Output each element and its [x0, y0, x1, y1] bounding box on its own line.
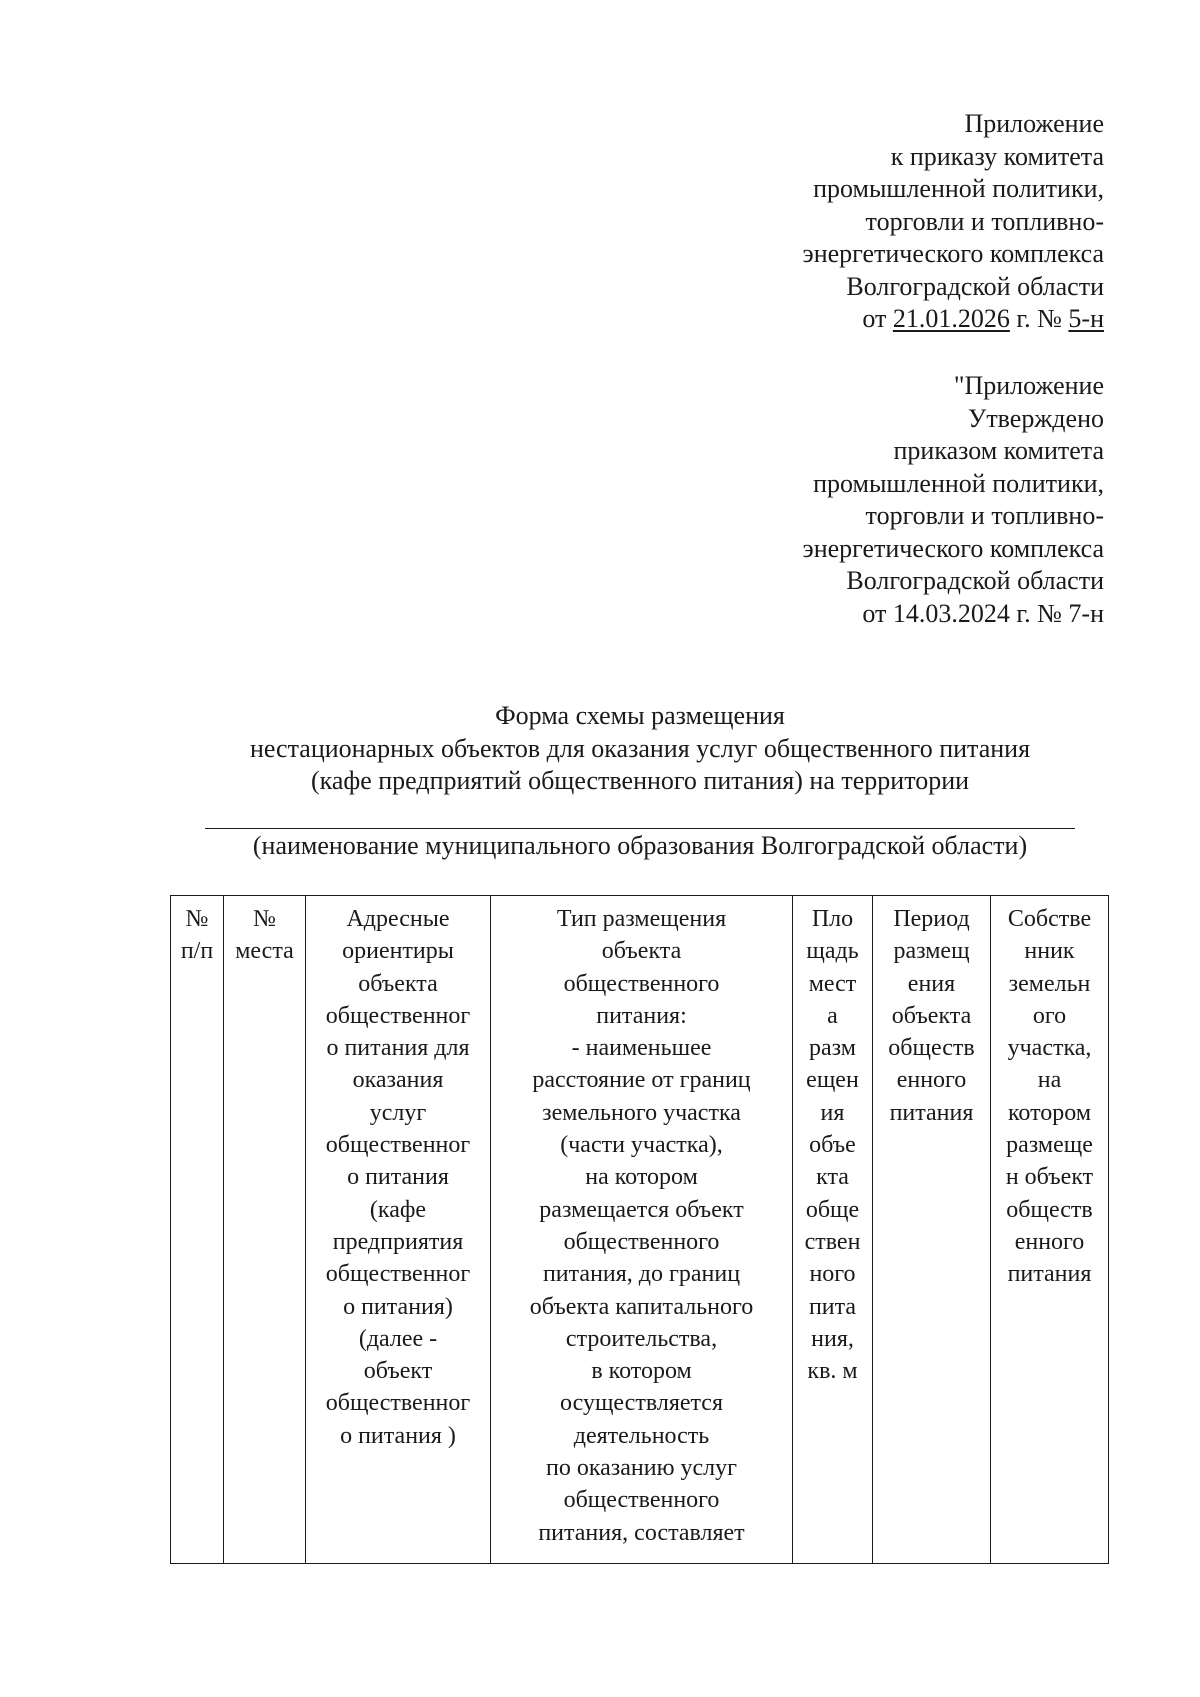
header-text-line: ения	[907, 970, 956, 997]
column-header-placement-type	[491, 896, 793, 1564]
column-header-owner	[991, 896, 1109, 1564]
header-text-line: места	[235, 938, 294, 965]
header-text-line: ствен	[804, 1228, 861, 1255]
appendix-line: "Приложение	[953, 371, 1104, 400]
header-text-line: Собстве	[1007, 906, 1092, 932]
appendix-line: Приложение	[964, 109, 1104, 138]
header-text-line: нник	[1024, 938, 1075, 965]
table-header-row	[171, 896, 1109, 1564]
header-text-line: обществ	[1006, 1196, 1093, 1223]
header-text-line: кв. м	[807, 1358, 858, 1385]
header-text-line: питания	[1007, 1261, 1092, 1288]
column-header-place-number	[224, 896, 306, 1564]
header-text-line: Тип размещения	[556, 906, 727, 932]
header-text-line: Пло	[811, 906, 854, 932]
header-text-line: разм	[809, 1035, 856, 1062]
header-text-line: а	[827, 1002, 838, 1029]
header-text-line: объекта	[891, 1002, 972, 1029]
column-header-period	[873, 896, 991, 1564]
header-text-line: котором	[1007, 1099, 1092, 1126]
header-text-line: обще	[805, 1196, 860, 1223]
number-prefix: г. №	[1009, 304, 1069, 333]
appendix-line: Волгоградской области	[846, 271, 1104, 301]
header-text-line: енного	[1014, 1228, 1085, 1255]
header-text-line: о питания для	[326, 1035, 470, 1062]
header-text-line: земельного участка	[542, 1099, 741, 1126]
header-text-line: оказания	[352, 1067, 444, 1094]
municipality-blank-line	[205, 828, 1075, 829]
header-text-line: размеще	[1006, 1132, 1093, 1159]
header-text-line: общественног	[325, 1132, 471, 1159]
header-text-line: о питания )	[340, 1422, 456, 1449]
header-text-line: объекта	[601, 938, 682, 965]
header-text-line: №	[253, 906, 276, 932]
title-line: нестационарных объектов для оказания услуг общественного питания	[249, 733, 1031, 763]
header-text-line: о питания	[347, 1164, 449, 1191]
appendix-line: торговли и топливно-	[865, 501, 1104, 530]
header-text-line: размещ	[893, 938, 970, 965]
header-text-line: осуществляется	[560, 1390, 723, 1417]
appendix-line: Утверждено	[967, 403, 1104, 433]
header-text-line: Период	[893, 906, 970, 932]
header-text-line: питания, составляет	[538, 1519, 745, 1546]
header-text-line: объекта	[358, 970, 438, 997]
header-text-line: щадь	[806, 938, 859, 965]
municipality-caption: (наименование муниципального образования Волгоградской области)	[252, 831, 1028, 860]
appendix-line: энергетического комплекса	[802, 239, 1104, 268]
header-text-line: по оказанию услуг	[545, 1455, 737, 1482]
appendix-line: Волгоградской области	[846, 566, 1104, 595]
header-text-line: общественного	[563, 1487, 720, 1514]
appendix-line: к приказу комитета	[890, 141, 1104, 171]
header-text-line: объе	[809, 1132, 856, 1159]
header-text-line: услуг	[369, 1099, 427, 1126]
appendix-header-current	[803, 108, 1104, 336]
header-text-line: участка,	[1007, 1035, 1092, 1062]
header-text-line: питания	[889, 1099, 974, 1126]
header-text-line: общественног	[325, 1261, 471, 1288]
header-text-line: предприятия	[332, 1228, 464, 1255]
header-text-line: о питания)	[343, 1293, 453, 1320]
order-date: 21.01.2026	[892, 304, 1010, 333]
appendix-line: торговли и топливно-	[865, 206, 1104, 236]
appendix-line: приказом комитета	[893, 436, 1104, 465]
title-line: (кафе предприятий общественного питания) на территории	[310, 766, 970, 795]
date-prefix: от	[862, 304, 893, 333]
appendix-date-line: от 14.03.2024 г. № 7-н	[862, 598, 1104, 628]
header-text-line: н объект	[1005, 1164, 1094, 1191]
header-text-line: общественног	[325, 1002, 471, 1029]
header-text-line: на котором	[585, 1164, 698, 1191]
header-text-line: (кафе	[369, 1196, 427, 1223]
header-text-line: (далее -	[358, 1325, 438, 1352]
header-text-line: ия	[820, 1099, 845, 1126]
header-text-line: на	[1037, 1067, 1062, 1094]
column-header-area	[793, 896, 873, 1564]
header-text-line: Адресные	[346, 906, 450, 932]
header-text-line: (части участка),	[560, 1132, 723, 1159]
header-text-line: питания:	[596, 1002, 687, 1029]
header-text-line: мест	[808, 970, 857, 997]
header-text-line: в котором	[591, 1358, 692, 1385]
column-header-row-number	[171, 896, 224, 1564]
header-text-line: деятельность	[573, 1422, 710, 1449]
header-text-line: общественного	[563, 1228, 720, 1255]
header-text-line: пита	[808, 1293, 857, 1320]
appendix-line: энергетического комплекса	[802, 533, 1104, 563]
header-text-line: ния,	[811, 1325, 854, 1352]
form-title	[170, 700, 1110, 798]
header-text-line: ориентиры	[342, 938, 454, 965]
header-text-line: обществ	[888, 1035, 975, 1062]
header-text-line: размещается объект	[539, 1196, 744, 1223]
appendix-date-line	[803, 303, 1104, 336]
header-text-line: кта	[816, 1164, 849, 1191]
title-line: Форма схемы размещения	[495, 701, 785, 730]
placement-scheme-table	[170, 895, 1109, 1564]
header-text-line: ого	[1032, 1002, 1067, 1029]
header-text-line: ного	[809, 1261, 856, 1288]
header-text-line: расстояние от границ	[532, 1067, 751, 1094]
header-text-line: №	[185, 906, 209, 932]
header-text-line: общественног	[325, 1390, 471, 1417]
header-text-line: общественного	[563, 970, 720, 997]
appendix-line: промышленной политики,	[813, 174, 1104, 203]
header-text-line: енного	[896, 1067, 967, 1094]
header-text-line: строительства,	[565, 1325, 718, 1352]
header-text-line: земельн	[1008, 970, 1091, 997]
header-text-line: объекта капитального	[529, 1293, 754, 1320]
appendix-line: промышленной политики,	[813, 468, 1104, 498]
column-header-address	[306, 896, 491, 1564]
order-number: 5-н	[1068, 304, 1104, 333]
header-text-line: ещен	[806, 1067, 859, 1094]
header-text-line: питания, до границ	[542, 1261, 741, 1288]
appendix-header-previous	[803, 370, 1104, 630]
header-text-line: объект	[363, 1358, 433, 1385]
header-text-line: - наименьшее	[571, 1035, 712, 1062]
header-text-line: п/п	[180, 938, 214, 965]
